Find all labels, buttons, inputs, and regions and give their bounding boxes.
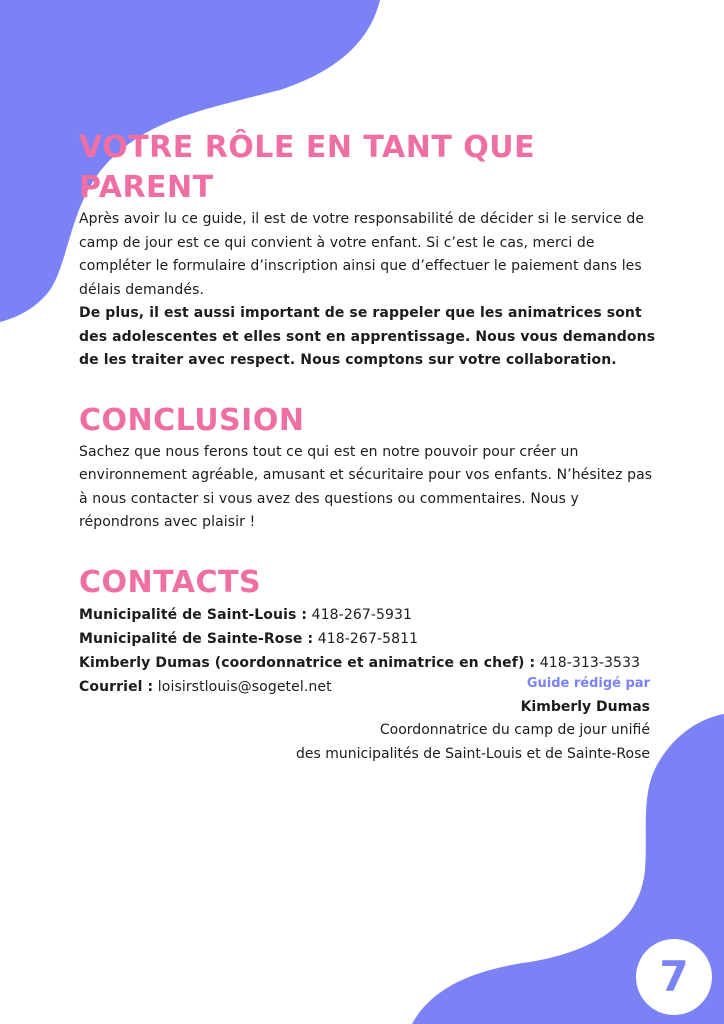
signature-role-line-1: Coordonnatrice du camp de jour unifié: [379, 722, 650, 738]
contact-saint-louis: [79, 603, 659, 627]
page-number: 7: [636, 939, 712, 1015]
signature-label: Guide rédigé par: [526, 676, 650, 691]
conclusion-paragraph: Sachez que nous ferons tout ce qui est en notre pouvoir pour créer un environnement agréable, amusant et sécuritaire pour vos enfants. N’hésitez pas à nous contacter si vous avez des questions ou commentaires. Nous y répondrons avec plaisir !: [79, 443, 653, 530]
contact-phone: 418-267-5931: [311, 606, 413, 623]
signature-block: [296, 672, 650, 766]
page-content: [79, 128, 659, 727]
contact-phone: 418-267-5811: [317, 630, 419, 647]
role-paragraph: Après avoir lu ce guide, il est de votre responsabilité de décider si le service de camp de jour est ce qui convient à votre enfant. Si c’est le cas, merci de compléter le formulaire d’inscription ainsi que d’effectuer le paiement dans les délais demandés.: [79, 211, 645, 298]
contact-label: Municipalité de Saint-Louis :: [79, 606, 308, 623]
role-title: VOTRE RÔLE EN TANT QUE PARENT: [79, 130, 536, 205]
signature-role-line-2: des municipalités de Saint-Louis et de Sainte-Rose: [296, 745, 650, 762]
email-link[interactable]: loisirstlouis@sogetel.net: [157, 678, 332, 695]
contact-label: Courriel :: [79, 678, 154, 695]
conclusion-section: [79, 401, 659, 535]
contact-phone: 418-313-3533: [539, 654, 641, 671]
contact-label: Kimberly Dumas (coordonnatrice et animatrice en chef) :: [79, 654, 536, 671]
role-paragraph-bold: De plus, il est aussi important de se rappeler que les animatrices sont des adolescentes et elles sont en apprentissage. Nous vous demandons de les traiter avec respect. Nous comptons sur votre collaboration.: [79, 305, 656, 368]
contact-sainte-rose: [79, 627, 659, 651]
conclusion-title: CONCLUSION: [79, 402, 305, 438]
signature-name: Kimberly Dumas: [520, 698, 650, 715]
contacts-title: CONTACTS: [79, 564, 262, 600]
role-section: [79, 128, 659, 373]
contact-coordinator: [79, 651, 659, 675]
contact-label: Municipalité de Sainte-Rose :: [79, 630, 314, 647]
